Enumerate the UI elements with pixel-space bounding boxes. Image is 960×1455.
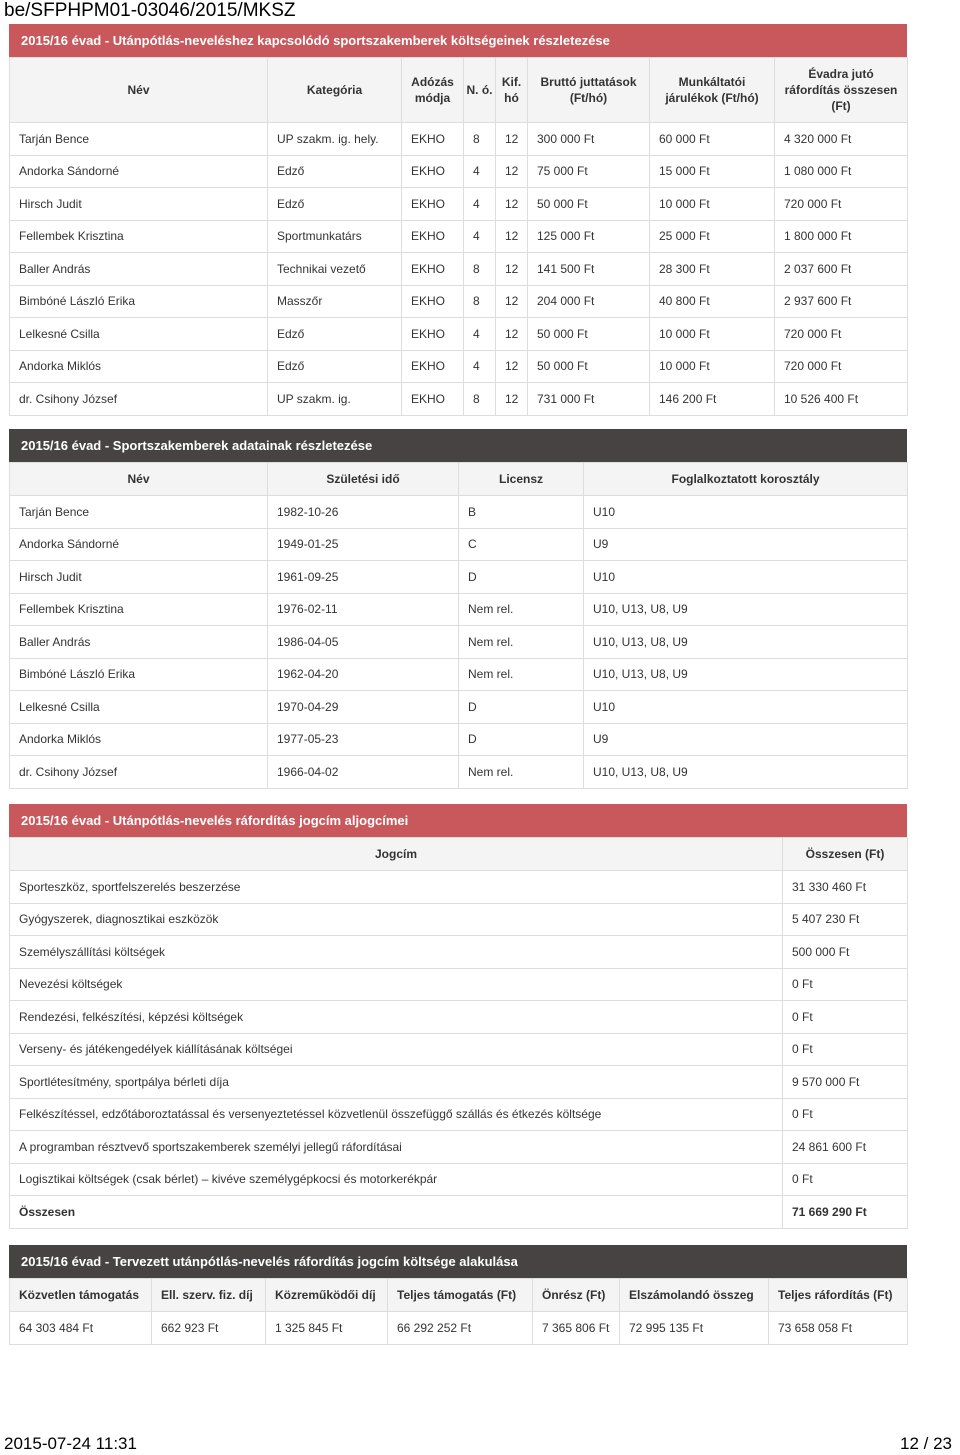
- cell-name: Fellembek Krisztina: [10, 593, 268, 626]
- col-header-settlement-amount: Elszámolandó összeg: [620, 1279, 769, 1312]
- staff-details-table: [9, 462, 908, 789]
- col-header-gross-pay: Bruttó juttatások (Ft/hó): [528, 58, 650, 123]
- cell-weekly-hours: 4: [464, 220, 496, 253]
- cell-season-total: 4 320 000 Ft: [775, 123, 908, 156]
- cell-category: Nevezési költségek: [10, 968, 783, 1001]
- cell-total: 31 330 460 Ft: [783, 871, 908, 904]
- col-header-name: Név: [10, 58, 268, 123]
- cell-tax-mode: EKHO: [402, 285, 464, 318]
- cell-total-support: 66 292 252 Ft: [388, 1312, 533, 1345]
- cell-weekly-hours: 4: [464, 350, 496, 383]
- cell-weekly-hours: 4: [464, 318, 496, 351]
- cell-license: Nem rel.: [459, 593, 584, 626]
- table-row: [10, 1098, 908, 1131]
- cell-category: A programban résztvevő sportszakemberek személyi jellegű ráfordításai: [10, 1131, 783, 1164]
- col-header-total-expenditure: Teljes ráfordítás (Ft): [769, 1279, 908, 1312]
- cell-months: 12: [496, 318, 528, 351]
- cell-season-total: 2 037 600 Ft: [775, 253, 908, 286]
- cell-category: Edző: [268, 188, 402, 221]
- cell-employer-contrib: 15 000 Ft: [650, 155, 775, 188]
- cell-birth-date: 1976-02-11: [268, 593, 459, 626]
- cell-total-expenditure: 73 658 058 Ft: [769, 1312, 908, 1345]
- table-row: [10, 220, 908, 253]
- cell-tax-mode: EKHO: [402, 220, 464, 253]
- table-row: [10, 253, 908, 286]
- cell-license: Nem rel.: [459, 658, 584, 691]
- cell-tax-mode: EKHO: [402, 253, 464, 286]
- cell-season-total: 1 080 000 Ft: [775, 155, 908, 188]
- expense-categories-title: 2015/16 évad - Utánpótlás-nevelés ráfordítás jogcím aljogcímei: [9, 804, 907, 837]
- cell-birth-date: 1966-04-02: [268, 756, 459, 789]
- cell-name: Hirsch Judit: [10, 188, 268, 221]
- cell-months: 12: [496, 285, 528, 318]
- table-row: [10, 968, 908, 1001]
- expense-categories-table: [9, 837, 908, 1229]
- table-row: [10, 691, 908, 724]
- table-row: [10, 1033, 908, 1066]
- table-row: [10, 350, 908, 383]
- col-header-direct-support: Közvetlen támogatás: [10, 1279, 152, 1312]
- cell-name: Baller András: [10, 626, 268, 659]
- cell-weekly-hours: 4: [464, 188, 496, 221]
- col-header-age-groups: Foglalkoztatott korosztály: [584, 463, 908, 496]
- table-row: [10, 496, 908, 529]
- cell-category: Felkészítéssel, edzőtáboroztatással és versenyeztetéssel közvetlenül összefüggő szállás és étkezés költsége: [10, 1098, 783, 1131]
- cell-weekly-hours: 8: [464, 383, 496, 416]
- total-value: 71 669 290 Ft: [783, 1196, 908, 1229]
- cell-employer-contrib: 10 000 Ft: [650, 318, 775, 351]
- cell-employer-contrib: 146 200 Ft: [650, 383, 775, 416]
- cell-name: Fellembek Krisztina: [10, 220, 268, 253]
- table-row: [10, 1312, 908, 1345]
- cell-name: Tarján Bence: [10, 123, 268, 156]
- cell-season-total: 720 000 Ft: [775, 350, 908, 383]
- cell-months: 12: [496, 220, 528, 253]
- cell-employer-contrib: 25 000 Ft: [650, 220, 775, 253]
- total-label: Összesen: [10, 1196, 783, 1229]
- cell-gross-pay: 50 000 Ft: [528, 350, 650, 383]
- table-row: [10, 658, 908, 691]
- cell-birth-date: 1986-04-05: [268, 626, 459, 659]
- col-header-contributor-fee: Közreműködői díj: [266, 1279, 388, 1312]
- cell-employer-contrib: 60 000 Ft: [650, 123, 775, 156]
- col-header-birth-date: Születési idő: [268, 463, 459, 496]
- table-row: [10, 936, 908, 969]
- cell-category: UP szakm. ig. hely.: [268, 123, 402, 156]
- cell-category: Sporteszköz, sportfelszerelés beszerzése: [10, 871, 783, 904]
- footer-timestamp: 2015-07-24 11:31: [4, 1434, 137, 1453]
- cell-category: Rendezési, felkészítési, képzési költségek: [10, 1001, 783, 1034]
- cell-employer-contrib: 10 000 Ft: [650, 188, 775, 221]
- cell-category: Személyszállítási költségek: [10, 936, 783, 969]
- col-header-season-total: Évadra jutó ráfordítás összesen (Ft): [775, 58, 908, 123]
- cell-weekly-hours: 8: [464, 123, 496, 156]
- cell-category: Technikai vezető: [268, 253, 402, 286]
- cell-total: 9 570 000 Ft: [783, 1066, 908, 1099]
- table-row: [10, 285, 908, 318]
- cell-employer-contrib: 10 000 Ft: [650, 350, 775, 383]
- cell-age-groups: U10, U13, U8, U9: [584, 626, 908, 659]
- staff-details-title: 2015/16 évad - Sportszakemberek adatainak részletezése: [9, 429, 907, 462]
- cell-age-groups: U10: [584, 561, 908, 594]
- col-header-tax-mode: Adózás módja: [402, 58, 464, 123]
- total-row: [10, 1196, 908, 1229]
- cell-season-total: 2 937 600 Ft: [775, 285, 908, 318]
- table-row: [10, 723, 908, 756]
- planned-costs-section: [9, 1245, 907, 1345]
- col-header-license: Licensz: [459, 463, 584, 496]
- cell-weekly-hours: 4: [464, 155, 496, 188]
- cell-license: Nem rel.: [459, 756, 584, 789]
- cell-age-groups: U10: [584, 496, 908, 529]
- cell-months: 12: [496, 123, 528, 156]
- table-row: [10, 756, 908, 789]
- cell-own-share: 7 365 806 Ft: [533, 1312, 620, 1345]
- table-row: [10, 1131, 908, 1164]
- cell-total: 5 407 230 Ft: [783, 903, 908, 936]
- cell-direct-support: 64 303 484 Ft: [10, 1312, 152, 1345]
- cell-tax-mode: EKHO: [402, 155, 464, 188]
- staff-costs-title: 2015/16 évad - Utánpótlás-neveléshez kapcsolódó sportszakemberek költségeinek részletezése: [9, 24, 907, 57]
- cell-gross-pay: 204 000 Ft: [528, 285, 650, 318]
- cell-tax-mode: EKHO: [402, 123, 464, 156]
- planned-costs-title: 2015/16 évad - Tervezett utánpótlás-nevelés ráfordítás jogcím költsége alakulása: [9, 1245, 907, 1278]
- cell-gross-pay: 75 000 Ft: [528, 155, 650, 188]
- cell-age-groups: U10, U13, U8, U9: [584, 658, 908, 691]
- col-header-name: Név: [10, 463, 268, 496]
- cell-category: Sportlétesítmény, sportpálya bérleti díja: [10, 1066, 783, 1099]
- cell-license: C: [459, 528, 584, 561]
- cell-contributor-fee: 1 325 845 Ft: [266, 1312, 388, 1345]
- cell-license: D: [459, 691, 584, 724]
- cell-gross-pay: 141 500 Ft: [528, 253, 650, 286]
- cell-gross-pay: 125 000 Ft: [528, 220, 650, 253]
- table-row: [10, 188, 908, 221]
- cell-category: Logisztikai költségek (csak bérlet) – kivéve személygépkocsi és motorkerékpár: [10, 1163, 783, 1196]
- col-header-own-share: Önrész (Ft): [533, 1279, 620, 1312]
- cell-name: dr. Csihony József: [10, 756, 268, 789]
- cell-name: Bimbóné László Erika: [10, 658, 268, 691]
- cell-name: Lelkesné Csilla: [10, 318, 268, 351]
- cell-total: 0 Ft: [783, 968, 908, 1001]
- footer-page-number: 12 / 23: [900, 1434, 952, 1453]
- staff-details-section: [9, 429, 907, 789]
- cell-name: Lelkesné Csilla: [10, 691, 268, 724]
- cell-control-fee: 662 923 Ft: [152, 1312, 266, 1345]
- cell-category: UP szakm. ig.: [268, 383, 402, 416]
- cell-tax-mode: EKHO: [402, 188, 464, 221]
- cell-total: 0 Ft: [783, 1033, 908, 1066]
- cell-category: Edző: [268, 318, 402, 351]
- cell-name: dr. Csihony József: [10, 383, 268, 416]
- staff-costs-section: [9, 24, 907, 416]
- cell-license: Nem rel.: [459, 626, 584, 659]
- cell-license: D: [459, 723, 584, 756]
- table-row: [10, 871, 908, 904]
- cell-name: Hirsch Judit: [10, 561, 268, 594]
- expense-categories-section: [9, 804, 907, 1229]
- cell-category: Edző: [268, 350, 402, 383]
- staff-costs-table: [9, 57, 908, 416]
- cell-season-total: 720 000 Ft: [775, 188, 908, 221]
- cell-birth-date: 1982-10-26: [268, 496, 459, 529]
- cell-age-groups: U10, U13, U8, U9: [584, 593, 908, 626]
- cell-birth-date: 1977-05-23: [268, 723, 459, 756]
- col-header-category: Jogcím: [10, 838, 783, 871]
- cell-age-groups: U10, U13, U8, U9: [584, 756, 908, 789]
- cell-weekly-hours: 8: [464, 253, 496, 286]
- table-row: [10, 1066, 908, 1099]
- cell-gross-pay: 731 000 Ft: [528, 383, 650, 416]
- cell-months: 12: [496, 253, 528, 286]
- cell-gross-pay: 50 000 Ft: [528, 188, 650, 221]
- table-row: [10, 383, 908, 416]
- cell-gross-pay: 50 000 Ft: [528, 318, 650, 351]
- cell-category: Gyógyszerek, diagnosztikai eszközök: [10, 903, 783, 936]
- cell-total: 0 Ft: [783, 1163, 908, 1196]
- cell-season-total: 720 000 Ft: [775, 318, 908, 351]
- table-row: [10, 593, 908, 626]
- col-header-control-fee: Ell. szerv. fiz. díj: [152, 1279, 266, 1312]
- cell-weekly-hours: 8: [464, 285, 496, 318]
- cell-employer-contrib: 28 300 Ft: [650, 253, 775, 286]
- cell-months: 12: [496, 383, 528, 416]
- cell-total: 0 Ft: [783, 1098, 908, 1131]
- planned-costs-table: [9, 1278, 908, 1345]
- table-row: [10, 528, 908, 561]
- table-row: [10, 1163, 908, 1196]
- cell-age-groups: U9: [584, 528, 908, 561]
- cell-birth-date: 1961-09-25: [268, 561, 459, 594]
- cell-name: Andorka Sándorné: [10, 155, 268, 188]
- col-header-months: Kif. hó: [496, 58, 528, 123]
- cell-name: Bimbóné László Erika: [10, 285, 268, 318]
- table-row: [10, 903, 908, 936]
- cell-license: B: [459, 496, 584, 529]
- cell-months: 12: [496, 350, 528, 383]
- cell-category: Sportmunkatárs: [268, 220, 402, 253]
- cell-category: Edző: [268, 155, 402, 188]
- col-header-weekly-hours: N. ó.: [464, 58, 496, 123]
- col-header-total-support: Teljes támogatás (Ft): [388, 1279, 533, 1312]
- cell-age-groups: U9: [584, 723, 908, 756]
- table-row: [10, 123, 908, 156]
- cell-name: Andorka Sándorné: [10, 528, 268, 561]
- cell-license: D: [459, 561, 584, 594]
- cell-name: Baller András: [10, 253, 268, 286]
- cell-age-groups: U10: [584, 691, 908, 724]
- cell-total: 0 Ft: [783, 1001, 908, 1034]
- cell-tax-mode: EKHO: [402, 350, 464, 383]
- col-header-category: Kategória: [268, 58, 402, 123]
- cell-tax-mode: EKHO: [402, 318, 464, 351]
- col-header-total: Összesen (Ft): [783, 838, 908, 871]
- cell-name: Tarján Bence: [10, 496, 268, 529]
- cell-months: 12: [496, 188, 528, 221]
- cell-category: Verseny- és játékengedélyek kiállításának költségei: [10, 1033, 783, 1066]
- cell-birth-date: 1949-01-25: [268, 528, 459, 561]
- cell-months: 12: [496, 155, 528, 188]
- cell-employer-contrib: 40 800 Ft: [650, 285, 775, 318]
- table-row: [10, 626, 908, 659]
- cell-settlement-amount: 72 995 135 Ft: [620, 1312, 769, 1345]
- table-row: [10, 561, 908, 594]
- table-row: [10, 155, 908, 188]
- cell-name: Andorka Miklós: [10, 350, 268, 383]
- document-id: be/SFPHPM01-03046/2015/MKSZ: [4, 0, 296, 21]
- cell-total: 500 000 Ft: [783, 936, 908, 969]
- cell-birth-date: 1970-04-29: [268, 691, 459, 724]
- cell-season-total: 10 526 400 Ft: [775, 383, 908, 416]
- cell-tax-mode: EKHO: [402, 383, 464, 416]
- cell-name: Andorka Miklós: [10, 723, 268, 756]
- cell-category: Masszőr: [268, 285, 402, 318]
- cell-gross-pay: 300 000 Ft: [528, 123, 650, 156]
- cell-total: 24 861 600 Ft: [783, 1131, 908, 1164]
- col-header-employer-contrib: Munkáltatói járulékok (Ft/hó): [650, 58, 775, 123]
- table-row: [10, 318, 908, 351]
- cell-season-total: 1 800 000 Ft: [775, 220, 908, 253]
- table-row: [10, 1001, 908, 1034]
- cell-birth-date: 1962-04-20: [268, 658, 459, 691]
